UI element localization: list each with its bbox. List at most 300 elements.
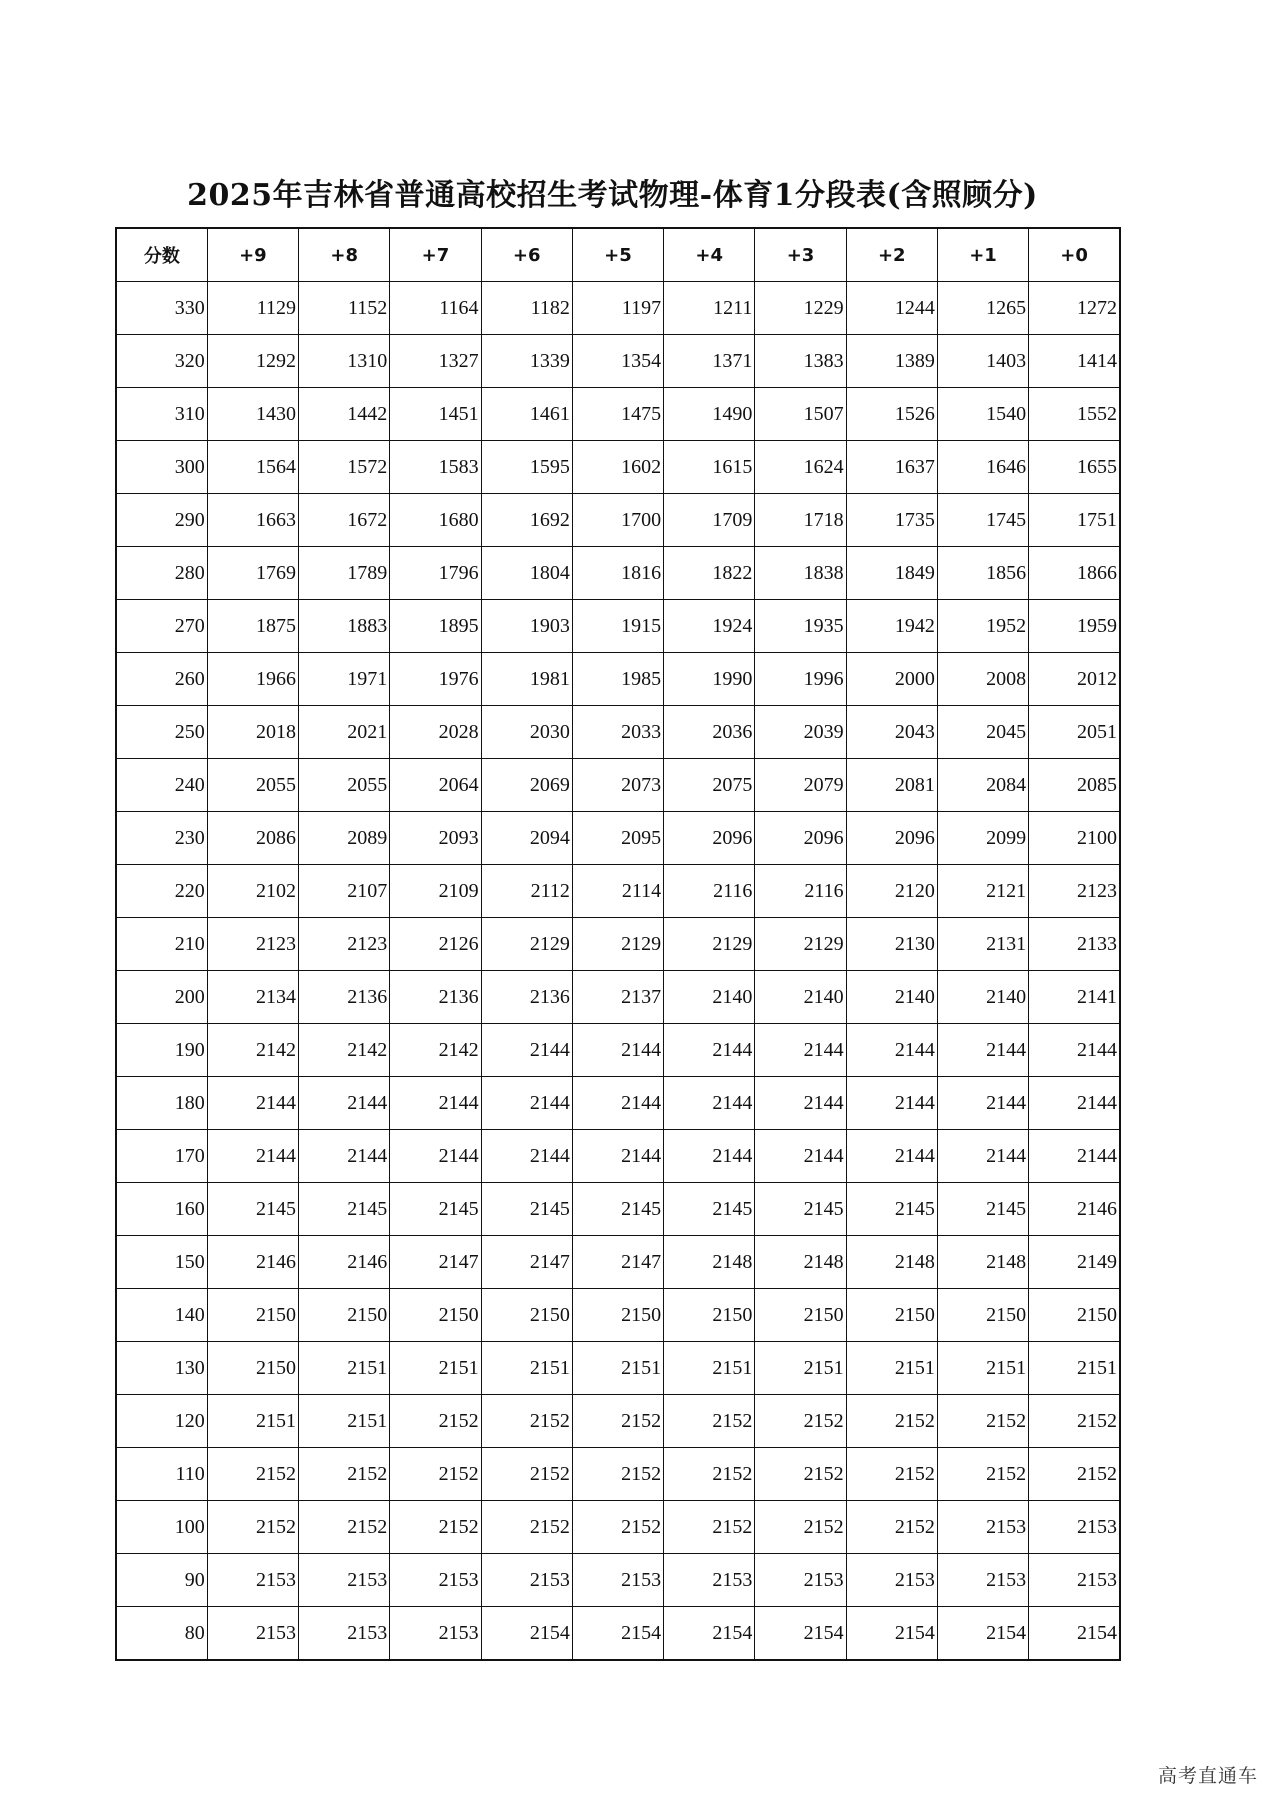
count-cell: 1924 (664, 600, 755, 653)
count-cell: 1583 (390, 441, 481, 494)
count-cell: 2142 (299, 1024, 390, 1077)
count-cell: 2018 (207, 706, 298, 759)
score-cell: 210 (116, 918, 207, 971)
column-header-offset: +9 (207, 228, 298, 282)
count-cell: 2039 (755, 706, 846, 759)
count-cell: 2147 (481, 1236, 572, 1289)
count-cell: 2145 (664, 1183, 755, 1236)
count-cell: 2152 (481, 1501, 572, 1554)
count-cell: 2154 (1029, 1607, 1120, 1661)
count-cell: 2152 (755, 1501, 846, 1554)
count-cell: 2096 (755, 812, 846, 865)
count-cell: 2144 (481, 1024, 572, 1077)
count-cell: 2153 (846, 1554, 937, 1607)
count-cell: 2142 (207, 1024, 298, 1077)
column-header-score: 分数 (116, 228, 207, 282)
count-cell: 1692 (481, 494, 572, 547)
count-cell: 2152 (937, 1395, 1028, 1448)
count-cell: 2145 (572, 1183, 663, 1236)
table-row (116, 1024, 1120, 1077)
table-row (116, 494, 1120, 547)
score-cell: 190 (116, 1024, 207, 1077)
count-cell: 2152 (390, 1395, 481, 1448)
count-cell: 2000 (846, 653, 937, 706)
count-cell: 1959 (1029, 600, 1120, 653)
count-cell: 1849 (846, 547, 937, 600)
count-cell: 2151 (390, 1342, 481, 1395)
count-cell: 2144 (1029, 1024, 1120, 1077)
count-cell: 2126 (390, 918, 481, 971)
count-cell: 2094 (481, 812, 572, 865)
count-cell: 1769 (207, 547, 298, 600)
count-cell: 1903 (481, 600, 572, 653)
count-cell: 2146 (1029, 1183, 1120, 1236)
count-cell: 1680 (390, 494, 481, 547)
count-cell: 2151 (1029, 1342, 1120, 1395)
count-cell: 1966 (207, 653, 298, 706)
count-cell: 1595 (481, 441, 572, 494)
count-cell: 2114 (572, 865, 663, 918)
count-cell: 2051 (1029, 706, 1120, 759)
count-cell: 2154 (572, 1607, 663, 1661)
count-cell: 2144 (572, 1024, 663, 1077)
count-cell: 2150 (207, 1289, 298, 1342)
count-cell: 1952 (937, 600, 1028, 653)
score-cell: 220 (116, 865, 207, 918)
count-cell: 2144 (664, 1077, 755, 1130)
count-cell: 1646 (937, 441, 1028, 494)
count-cell: 2150 (664, 1289, 755, 1342)
count-cell: 2153 (390, 1554, 481, 1607)
count-cell: 2123 (1029, 865, 1120, 918)
count-cell: 1804 (481, 547, 572, 600)
count-cell: 2145 (755, 1183, 846, 1236)
count-cell: 2089 (299, 812, 390, 865)
count-cell: 2150 (1029, 1289, 1120, 1342)
count-cell: 2081 (846, 759, 937, 812)
count-cell: 1615 (664, 441, 755, 494)
score-cell: 80 (116, 1607, 207, 1661)
count-cell: 1915 (572, 600, 663, 653)
count-cell: 2150 (481, 1289, 572, 1342)
count-cell: 2144 (937, 1077, 1028, 1130)
count-cell: 2144 (299, 1077, 390, 1130)
table-row (116, 1501, 1120, 1554)
count-cell: 1996 (755, 653, 846, 706)
count-cell: 2152 (299, 1448, 390, 1501)
count-cell: 2079 (755, 759, 846, 812)
score-cell: 230 (116, 812, 207, 865)
count-cell: 2152 (207, 1448, 298, 1501)
count-cell: 1182 (481, 282, 572, 335)
count-cell: 1838 (755, 547, 846, 600)
count-cell: 2145 (390, 1183, 481, 1236)
count-cell: 1895 (390, 600, 481, 653)
count-cell: 1211 (664, 282, 755, 335)
count-cell: 1602 (572, 441, 663, 494)
count-cell: 2140 (664, 971, 755, 1024)
count-cell: 2137 (572, 971, 663, 1024)
count-cell: 1789 (299, 547, 390, 600)
count-cell: 2145 (481, 1183, 572, 1236)
count-cell: 1164 (390, 282, 481, 335)
count-cell: 1572 (299, 441, 390, 494)
count-cell: 2148 (937, 1236, 1028, 1289)
score-table-container (115, 227, 1121, 1661)
column-header-offset: +0 (1029, 228, 1120, 282)
count-cell: 1371 (664, 335, 755, 388)
count-cell: 2151 (299, 1395, 390, 1448)
count-cell: 2154 (664, 1607, 755, 1661)
count-cell: 2154 (481, 1607, 572, 1661)
count-cell: 2109 (390, 865, 481, 918)
table-row (116, 1077, 1120, 1130)
count-cell: 2084 (937, 759, 1028, 812)
count-cell: 2148 (755, 1236, 846, 1289)
count-cell: 2123 (207, 918, 298, 971)
count-cell: 1507 (755, 388, 846, 441)
count-cell: 2134 (207, 971, 298, 1024)
count-cell: 2073 (572, 759, 663, 812)
table-row (116, 335, 1120, 388)
table-row (116, 971, 1120, 1024)
count-cell: 2144 (846, 1024, 937, 1077)
score-cell: 290 (116, 494, 207, 547)
count-cell: 1637 (846, 441, 937, 494)
count-cell: 2153 (207, 1607, 298, 1661)
count-cell: 2008 (937, 653, 1028, 706)
count-cell: 1990 (664, 653, 755, 706)
count-cell: 2144 (664, 1024, 755, 1077)
count-cell: 2144 (664, 1130, 755, 1183)
count-cell: 1816 (572, 547, 663, 600)
count-cell: 2021 (299, 706, 390, 759)
count-cell: 2152 (481, 1395, 572, 1448)
count-cell: 2145 (937, 1183, 1028, 1236)
count-cell: 2152 (207, 1501, 298, 1554)
count-cell: 2150 (390, 1289, 481, 1342)
count-cell: 1526 (846, 388, 937, 441)
count-cell: 2144 (390, 1077, 481, 1130)
score-cell: 120 (116, 1395, 207, 1448)
count-cell: 2030 (481, 706, 572, 759)
count-cell: 2144 (572, 1130, 663, 1183)
column-header-offset: +6 (481, 228, 572, 282)
count-cell: 2144 (1029, 1130, 1120, 1183)
score-cell: 320 (116, 335, 207, 388)
count-cell: 2151 (937, 1342, 1028, 1395)
count-cell: 1822 (664, 547, 755, 600)
count-cell: 2130 (846, 918, 937, 971)
table-row (116, 812, 1120, 865)
count-cell: 2144 (755, 1024, 846, 1077)
count-cell: 2152 (390, 1501, 481, 1554)
count-cell: 2096 (664, 812, 755, 865)
count-cell: 1751 (1029, 494, 1120, 547)
count-cell: 2146 (207, 1236, 298, 1289)
column-header-offset: +5 (572, 228, 663, 282)
count-cell: 2152 (1029, 1395, 1120, 1448)
count-cell: 2144 (299, 1130, 390, 1183)
count-cell: 2152 (846, 1448, 937, 1501)
score-cell: 100 (116, 1501, 207, 1554)
count-cell: 1985 (572, 653, 663, 706)
count-cell: 1672 (299, 494, 390, 547)
count-cell: 2153 (207, 1554, 298, 1607)
count-cell: 2028 (390, 706, 481, 759)
count-cell: 2152 (1029, 1448, 1120, 1501)
table-row (116, 1607, 1120, 1661)
page-title: 2025年吉林省普通高校招生考试物理-体育1分段表(含照顾分) (187, 178, 1038, 213)
count-cell: 1883 (299, 600, 390, 653)
count-cell: 2152 (755, 1448, 846, 1501)
table-row (116, 388, 1120, 441)
count-cell: 1152 (299, 282, 390, 335)
score-cell: 240 (116, 759, 207, 812)
count-cell: 2153 (937, 1554, 1028, 1607)
count-cell: 1383 (755, 335, 846, 388)
score-cell: 90 (116, 1554, 207, 1607)
count-cell: 1981 (481, 653, 572, 706)
count-cell: 2144 (390, 1130, 481, 1183)
count-cell: 2069 (481, 759, 572, 812)
count-cell: 2152 (937, 1448, 1028, 1501)
count-cell: 2151 (481, 1342, 572, 1395)
count-cell: 2099 (937, 812, 1028, 865)
count-cell: 2153 (299, 1607, 390, 1661)
count-cell: 2144 (207, 1130, 298, 1183)
count-cell: 2144 (572, 1077, 663, 1130)
table-row (116, 759, 1120, 812)
count-cell: 2120 (846, 865, 937, 918)
count-cell: 1442 (299, 388, 390, 441)
table-row (116, 918, 1120, 971)
count-cell: 1735 (846, 494, 937, 547)
score-cell: 170 (116, 1130, 207, 1183)
count-cell: 2151 (299, 1342, 390, 1395)
count-cell: 1244 (846, 282, 937, 335)
count-cell: 1655 (1029, 441, 1120, 494)
table-header-row (116, 228, 1120, 282)
count-cell: 1461 (481, 388, 572, 441)
count-cell: 2153 (1029, 1554, 1120, 1607)
count-cell: 2043 (846, 706, 937, 759)
score-cell: 310 (116, 388, 207, 441)
count-cell: 2153 (664, 1554, 755, 1607)
count-cell: 2152 (846, 1395, 937, 1448)
count-cell: 2140 (846, 971, 937, 1024)
count-cell: 2152 (664, 1448, 755, 1501)
count-cell: 2152 (572, 1501, 663, 1554)
count-cell: 2129 (755, 918, 846, 971)
score-distribution-table (115, 227, 1121, 1661)
table-row (116, 1342, 1120, 1395)
watermark-text: 高考直通车 (1157, 1765, 1258, 1787)
count-cell: 1971 (299, 653, 390, 706)
table-row (116, 1448, 1120, 1501)
count-cell: 2153 (299, 1554, 390, 1607)
count-cell: 2153 (390, 1607, 481, 1661)
count-cell: 1935 (755, 600, 846, 653)
count-cell: 1272 (1029, 282, 1120, 335)
count-cell: 2136 (299, 971, 390, 1024)
table-body (116, 282, 1120, 1661)
table-row (116, 600, 1120, 653)
count-cell: 2086 (207, 812, 298, 865)
count-cell: 2116 (755, 865, 846, 918)
count-cell: 1709 (664, 494, 755, 547)
count-cell: 2140 (937, 971, 1028, 1024)
count-cell: 2095 (572, 812, 663, 865)
count-cell: 2152 (664, 1501, 755, 1554)
count-cell: 2055 (299, 759, 390, 812)
count-cell: 2129 (664, 918, 755, 971)
count-cell: 2112 (481, 865, 572, 918)
count-cell: 2144 (481, 1130, 572, 1183)
count-cell: 2150 (299, 1289, 390, 1342)
count-cell: 2144 (755, 1077, 846, 1130)
count-cell: 2144 (937, 1130, 1028, 1183)
count-cell: 1414 (1029, 335, 1120, 388)
count-cell: 1490 (664, 388, 755, 441)
count-cell: 2152 (846, 1501, 937, 1554)
count-cell: 2149 (1029, 1236, 1120, 1289)
column-header-offset: +2 (846, 228, 937, 282)
count-cell: 1866 (1029, 547, 1120, 600)
score-cell: 160 (116, 1183, 207, 1236)
table-row (116, 1130, 1120, 1183)
count-cell: 1389 (846, 335, 937, 388)
count-cell: 1339 (481, 335, 572, 388)
count-cell: 2121 (937, 865, 1028, 918)
count-cell: 1663 (207, 494, 298, 547)
count-cell: 2153 (481, 1554, 572, 1607)
column-header-offset: +4 (664, 228, 755, 282)
count-cell: 2152 (755, 1395, 846, 1448)
count-cell: 2150 (846, 1289, 937, 1342)
count-cell: 2045 (937, 706, 1028, 759)
count-cell: 2100 (1029, 812, 1120, 865)
count-cell: 1451 (390, 388, 481, 441)
score-cell: 110 (116, 1448, 207, 1501)
table-row (116, 282, 1120, 335)
count-cell: 2151 (664, 1342, 755, 1395)
count-cell: 1796 (390, 547, 481, 600)
count-cell: 1564 (207, 441, 298, 494)
count-cell: 2148 (846, 1236, 937, 1289)
table-row (116, 1554, 1120, 1607)
count-cell: 2133 (1029, 918, 1120, 971)
count-cell: 2147 (572, 1236, 663, 1289)
count-cell: 2140 (755, 971, 846, 1024)
count-cell: 2153 (572, 1554, 663, 1607)
score-cell: 280 (116, 547, 207, 600)
count-cell: 2152 (390, 1448, 481, 1501)
count-cell: 2152 (572, 1395, 663, 1448)
count-cell: 2154 (937, 1607, 1028, 1661)
score-cell: 330 (116, 282, 207, 335)
count-cell: 2107 (299, 865, 390, 918)
count-cell: 2153 (937, 1501, 1028, 1554)
count-cell: 1197 (572, 282, 663, 335)
count-cell: 2123 (299, 918, 390, 971)
count-cell: 1745 (937, 494, 1028, 547)
count-cell: 2144 (1029, 1077, 1120, 1130)
count-cell: 2154 (755, 1607, 846, 1661)
count-cell: 2150 (572, 1289, 663, 1342)
count-cell: 2136 (481, 971, 572, 1024)
count-cell: 2152 (481, 1448, 572, 1501)
count-cell: 2085 (1029, 759, 1120, 812)
count-cell: 1403 (937, 335, 1028, 388)
count-cell: 1430 (207, 388, 298, 441)
count-cell: 2144 (481, 1077, 572, 1130)
count-cell: 2012 (1029, 653, 1120, 706)
count-cell: 2102 (207, 865, 298, 918)
count-cell: 1718 (755, 494, 846, 547)
count-cell: 2148 (664, 1236, 755, 1289)
count-cell: 2144 (755, 1130, 846, 1183)
count-cell: 1875 (207, 600, 298, 653)
count-cell: 2144 (207, 1077, 298, 1130)
table-row (116, 706, 1120, 759)
count-cell: 2152 (572, 1448, 663, 1501)
count-cell: 1229 (755, 282, 846, 335)
count-cell: 2153 (1029, 1501, 1120, 1554)
count-cell: 2152 (664, 1395, 755, 1448)
column-header-offset: +8 (299, 228, 390, 282)
score-cell: 180 (116, 1077, 207, 1130)
column-header-offset: +7 (390, 228, 481, 282)
count-cell: 2146 (299, 1236, 390, 1289)
count-cell: 2096 (846, 812, 937, 865)
count-cell: 1976 (390, 653, 481, 706)
table-row (116, 547, 1120, 600)
column-header-offset: +3 (755, 228, 846, 282)
count-cell: 2151 (572, 1342, 663, 1395)
table-row (116, 1289, 1120, 1342)
count-cell: 2144 (846, 1130, 937, 1183)
count-cell: 2064 (390, 759, 481, 812)
count-cell: 1310 (299, 335, 390, 388)
count-cell: 2136 (390, 971, 481, 1024)
count-cell: 2131 (937, 918, 1028, 971)
count-cell: 1540 (937, 388, 1028, 441)
table-row (116, 1395, 1120, 1448)
column-header-offset: +1 (937, 228, 1028, 282)
count-cell: 2033 (572, 706, 663, 759)
count-cell: 2129 (572, 918, 663, 971)
count-cell: 1552 (1029, 388, 1120, 441)
count-cell: 1129 (207, 282, 298, 335)
count-cell: 2150 (755, 1289, 846, 1342)
count-cell: 2055 (207, 759, 298, 812)
score-cell: 130 (116, 1342, 207, 1395)
score-cell: 150 (116, 1236, 207, 1289)
count-cell: 1942 (846, 600, 937, 653)
count-cell: 2145 (299, 1183, 390, 1236)
count-cell: 2151 (846, 1342, 937, 1395)
count-cell: 1292 (207, 335, 298, 388)
count-cell: 2145 (846, 1183, 937, 1236)
score-cell: 300 (116, 441, 207, 494)
table-row (116, 1183, 1120, 1236)
table-row (116, 865, 1120, 918)
count-cell: 1624 (755, 441, 846, 494)
table-row (116, 441, 1120, 494)
count-cell: 1700 (572, 494, 663, 547)
count-cell: 2144 (937, 1024, 1028, 1077)
